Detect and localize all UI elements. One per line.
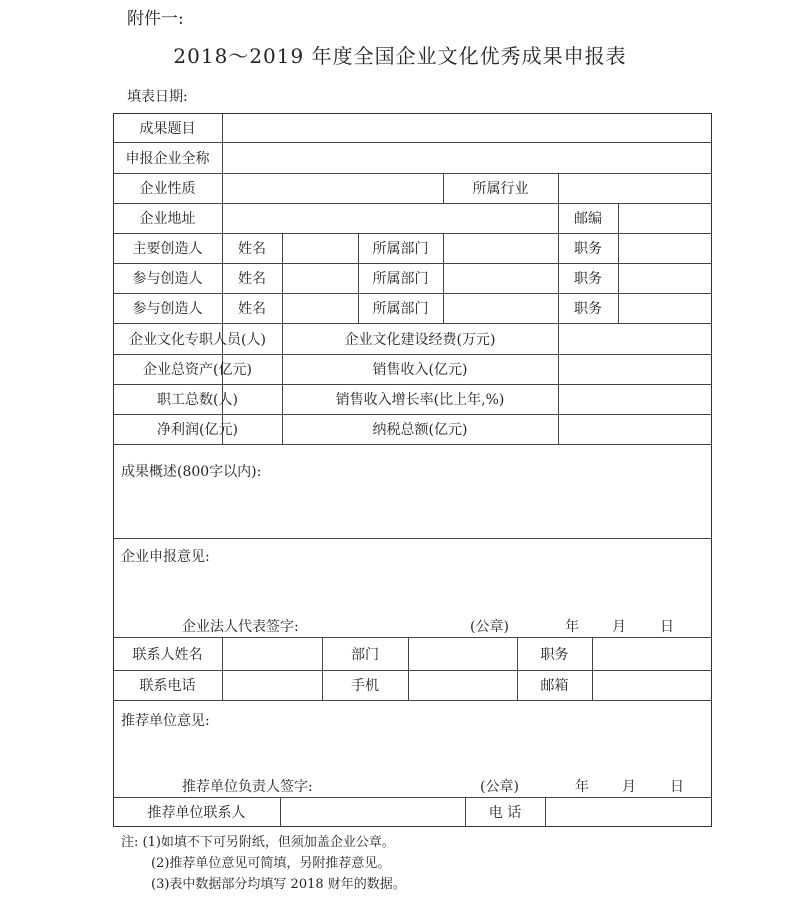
company-full-name-field[interactable] bbox=[222, 142, 712, 173]
recommender-opinion-label: 推荐单位意见: bbox=[121, 713, 210, 729]
day-label: 日 bbox=[660, 619, 674, 635]
official-seal-label: (公章) bbox=[470, 619, 509, 635]
contact-phone-label: 联系电话 bbox=[139, 678, 196, 694]
department-label: 所属部门 bbox=[372, 301, 429, 317]
column-line bbox=[443, 233, 444, 323]
month-label: 月 bbox=[612, 619, 626, 635]
column-line bbox=[282, 233, 283, 323]
total-assets-label: 企业总资产(亿元) bbox=[143, 362, 252, 378]
department-label: 所属部门 bbox=[372, 241, 429, 257]
sales-growth-label: 销售收入增长率(比上年,%) bbox=[335, 392, 505, 408]
culture-budget-label: 企业文化建设经费(万元) bbox=[344, 331, 496, 348]
recommender-signature-label: 推荐单位负责人签字: bbox=[182, 779, 313, 795]
phone-label: 电 话 bbox=[488, 805, 522, 821]
employees-label: 职工总数(人) bbox=[157, 392, 238, 408]
column-line bbox=[280, 797, 281, 827]
column-line bbox=[408, 637, 409, 700]
position2-label: 职务 bbox=[540, 646, 569, 663]
row-line bbox=[113, 700, 712, 701]
email-label: 邮箱 bbox=[540, 678, 569, 694]
company-opinion-label: 企业申报意见: bbox=[121, 549, 210, 565]
culture-staff-label: 企业文化专职人员(人) bbox=[129, 331, 266, 348]
company-nature-field[interactable] bbox=[222, 173, 443, 203]
position-label: 职务 bbox=[574, 241, 602, 257]
project-title-label: 成果题目 bbox=[139, 120, 196, 137]
co-creator-label: 参与创造人 bbox=[132, 301, 203, 317]
column-line bbox=[558, 323, 559, 444]
position-label: 职务 bbox=[574, 271, 602, 287]
project-title-field[interactable] bbox=[222, 113, 712, 142]
company-address-label: 企业地址 bbox=[139, 211, 196, 227]
note-1: 注: (1)如填不下可另附纸，但须加盖企业公章。 bbox=[121, 835, 395, 850]
sales-revenue-label: 销售收入(亿元) bbox=[372, 362, 468, 378]
postcode-label: 邮编 bbox=[574, 211, 602, 227]
month-label: 月 bbox=[622, 779, 636, 795]
contact-name-label: 联系人姓名 bbox=[132, 646, 203, 663]
day-label: 日 bbox=[670, 779, 684, 795]
summary-label: 成果概述(800字以内): bbox=[121, 464, 262, 480]
postcode-field[interactable] bbox=[618, 203, 712, 233]
recommender-contact-label: 推荐单位联系人 bbox=[147, 805, 246, 821]
name-label: 姓名 bbox=[238, 271, 266, 287]
form-title: 2018～2019 年度全国企业文化优秀成果申报表 bbox=[173, 44, 627, 68]
company-full-name-label: 申报企业全称 bbox=[125, 150, 210, 167]
attachment-label: 附件一: bbox=[127, 9, 184, 29]
company-address-field[interactable] bbox=[222, 203, 558, 233]
total-tax-label: 纳税总额(亿元) bbox=[372, 422, 468, 438]
column-line bbox=[545, 797, 546, 827]
mobile-label: 手机 bbox=[351, 678, 379, 694]
position-label: 职务 bbox=[574, 301, 602, 317]
note-2: (2)推荐单位意见可简填，另附推荐意见。 bbox=[151, 856, 391, 871]
row-line bbox=[113, 538, 712, 539]
company-nature-label: 企业性质 bbox=[139, 181, 196, 197]
year-label: 年 bbox=[565, 619, 579, 635]
column-line bbox=[222, 637, 223, 700]
row-line bbox=[113, 444, 712, 445]
department-label: 所属部门 bbox=[372, 271, 429, 287]
industry-label: 所属行业 bbox=[472, 181, 529, 197]
year-label: 年 bbox=[575, 779, 589, 795]
legal-rep-signature-label: 企业法人代表签字: bbox=[182, 619, 299, 635]
dept-label: 部门 bbox=[351, 646, 379, 663]
net-profit-label: 净利润(亿元) bbox=[157, 422, 238, 438]
fill-date-label: 填表日期: bbox=[127, 89, 188, 105]
main-creator-label: 主要创造人 bbox=[132, 241, 203, 257]
name-label: 姓名 bbox=[238, 241, 266, 257]
industry-field[interactable] bbox=[558, 173, 712, 203]
column-line bbox=[592, 637, 593, 700]
name-label: 姓名 bbox=[238, 301, 266, 317]
co-creator-label: 参与创造人 bbox=[132, 271, 203, 287]
official-seal-label: (公章) bbox=[480, 779, 519, 795]
note-3: (3)表中数据部分均填写 2018 财年的数据。 bbox=[151, 877, 406, 892]
